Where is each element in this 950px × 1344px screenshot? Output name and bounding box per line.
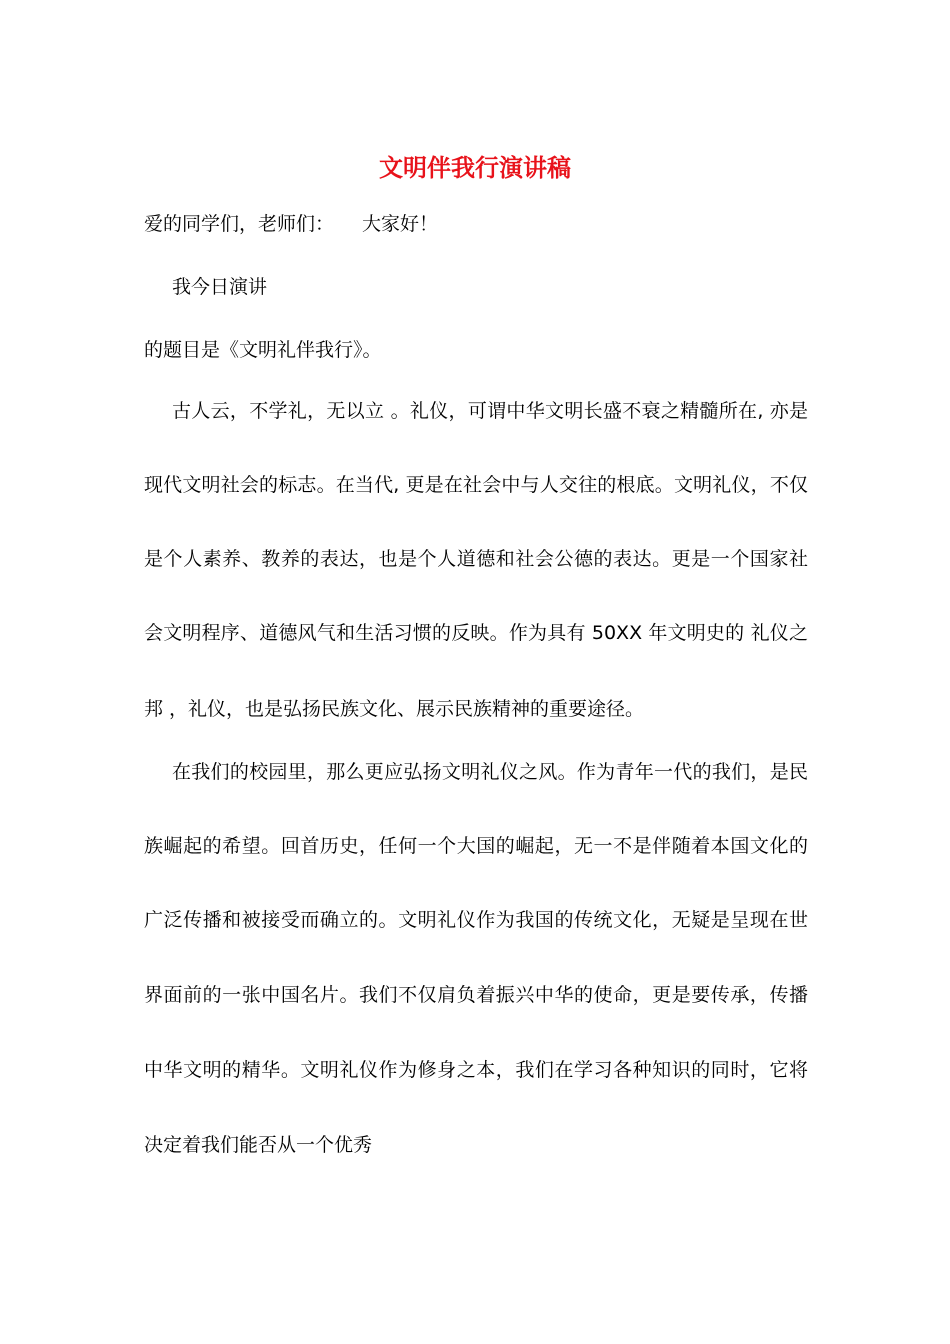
paragraph-line: 会文明程序、道德风气和生活习惯的反映。作为具有 50XX 年文明史的 礼仪之 [144, 622, 808, 644]
paragraph-line: 在我们的校园里，那么更应弘扬文明礼仪之风。作为青年一代的我们，是民 [172, 761, 808, 783]
paragraph-line: 族崛起的希望。回首历史，任何一个大国的崛起，无一不是伴随着本国文化的 [144, 835, 808, 857]
paragraph-line: 广泛传播和被接受而确立的。文明礼仪作为我国的传统文化，无疑是呈现在世 [144, 909, 808, 931]
paragraph-line: 邦 ，礼仪，也是弘扬民族文化、展示民族精神的重要途径。 [144, 698, 645, 720]
greeting-text: 爱的同学们，老师们： [144, 213, 335, 235]
paragraph-line: 的题目是《文明礼伴我行》。 [144, 339, 382, 361]
paragraph-line: 现代文明社会的标志。在当代, 更是在社会中与人交往的根底。文明礼仪，不仅 [144, 474, 808, 496]
paragraph-line: 界面前的一张中国名片。我们不仅肩负着振兴中华的使命，更是要传承，传播 [144, 984, 808, 1006]
greeting-line [144, 211, 808, 237]
paragraph-line: 决定着我们能否从一个优秀 [144, 1134, 373, 1156]
greeting-tail: 大家好！ [362, 213, 439, 235]
document-title: 文明伴我行演讲稿 [379, 153, 571, 182]
paragraph-line: 是个人素养、教养的表达，也是个人道德和社会公德的表达。更是一个国家社 [144, 548, 808, 570]
paragraph-line: 中华文明的精华。文明礼仪作为修身之本，我们在学习各种知识的同时，它将 [144, 1059, 808, 1081]
paragraph-line: 古人云，不学礼，无以立 。礼仪，可谓中华文明长盛不衰之精髓所在, 亦是 [172, 400, 808, 422]
paragraph-line: 我今日演讲 [172, 276, 268, 298]
